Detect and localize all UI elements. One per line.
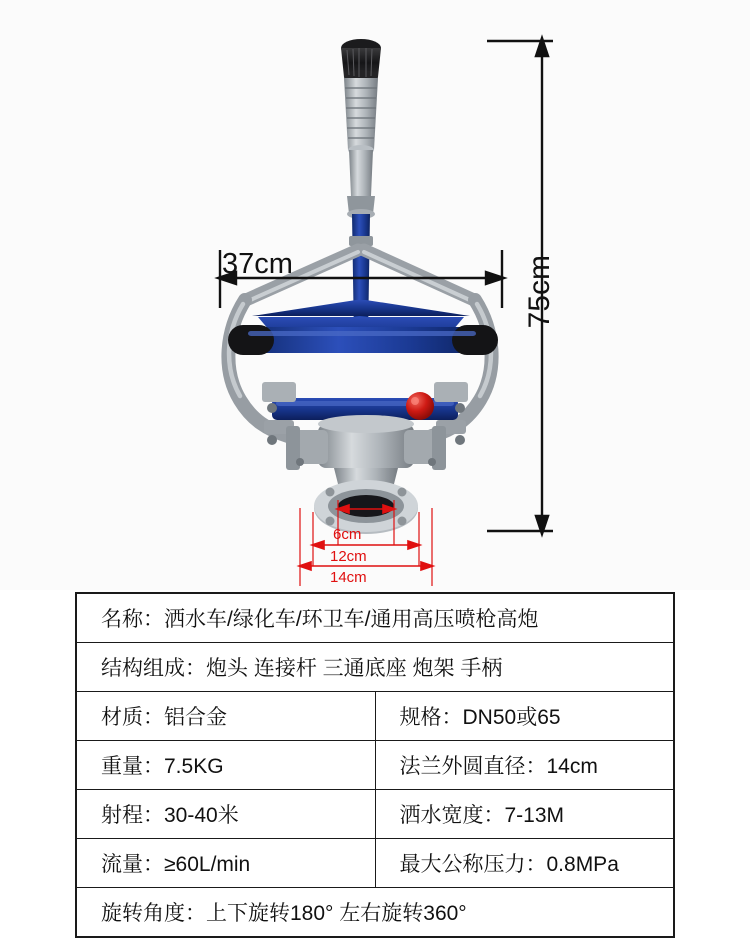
barrel-collar	[347, 150, 375, 219]
spec-size: 规格：DN50或65	[375, 692, 674, 741]
nozzle-tip-icon	[341, 39, 381, 84]
table-row	[76, 643, 674, 692]
tee-base	[286, 415, 446, 470]
spec-flow: 流量：≥60L/min	[76, 839, 375, 888]
spec-max-pressure: 最大公称压力：0.8MPa	[375, 839, 674, 888]
table-row	[76, 692, 674, 741]
spec-name: 名称：洒水车/绿化车/环卫车/通用高压喷枪高炮	[76, 593, 674, 643]
dimension-label-flange-outer: 14cm	[330, 569, 367, 586]
water-cannon-illustration	[228, 39, 498, 534]
table-row	[76, 593, 674, 643]
table-row	[76, 839, 674, 888]
dimension-label-bolt-circle: 12cm	[330, 548, 367, 565]
red-knob-icon	[406, 392, 434, 420]
spec-rotation-angle: 旋转角度：上下旋转180° 左右旋转360°	[76, 888, 674, 938]
dimension-label-bore: 6cm	[333, 526, 362, 543]
dimension-label-width: 37cm	[222, 248, 293, 280]
handlebar	[228, 325, 498, 355]
spec-flange-diameter: 法兰外圆直径：14cm	[375, 741, 674, 790]
bottom-flange	[314, 480, 418, 534]
table-row	[76, 888, 674, 938]
dimension-label-height: 75cm	[523, 255, 556, 329]
barrel-upper	[344, 78, 378, 155]
spec-spray-width: 洒水宽度：7-13M	[375, 790, 674, 839]
spec-range: 射程：30-40米	[76, 790, 375, 839]
specification-table-body	[76, 593, 674, 937]
spec-material: 材质：铝合金	[76, 692, 375, 741]
table-row	[76, 741, 674, 790]
specification-table	[75, 592, 675, 938]
table-row	[76, 790, 674, 839]
spec-weight: 重量：7.5KG	[76, 741, 375, 790]
spec-structure: 结构组成：炮头 连接杆 三通底座 炮架 手柄	[76, 643, 674, 692]
